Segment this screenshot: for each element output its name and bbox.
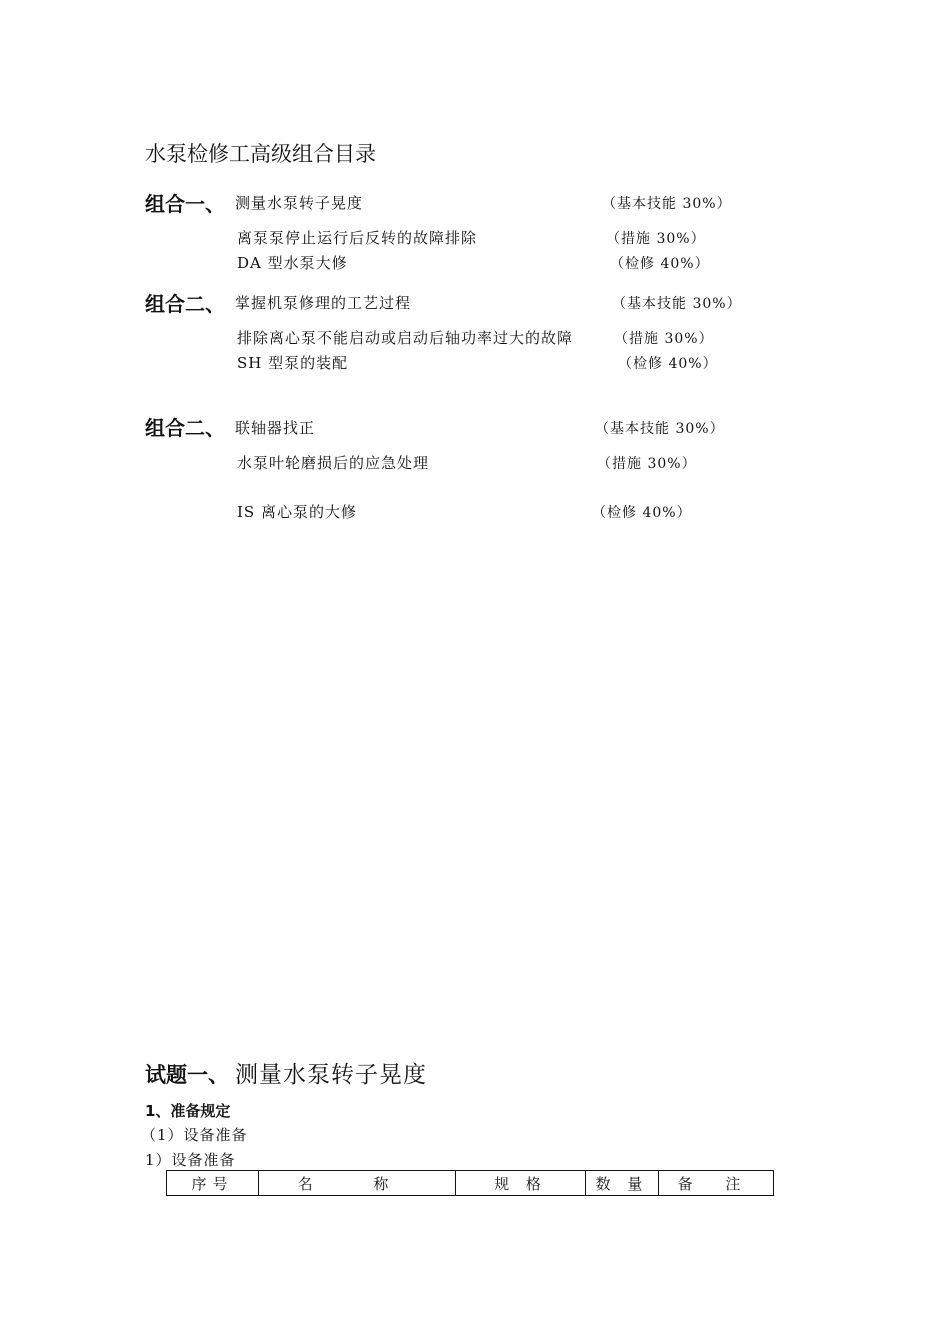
group-1-item-1: 离泵泵停止运行后反转的故障排除 [237, 229, 478, 247]
group-2-weight: （基本技能 30%） [612, 296, 742, 312]
group-3-item-1-weight: （措施 30%） [597, 456, 697, 472]
group-1-item-2-weight: （检修 40%） [610, 256, 710, 272]
sub-subsection-heading: 1）设备准备 [145, 1151, 236, 1169]
group-2-item-1-weight: （措施 30%） [614, 331, 714, 347]
group-3-title: 联轴器找正 [235, 419, 316, 437]
group-3-label: 组合二、 [145, 416, 225, 440]
equipment-table [166, 1170, 774, 1196]
group-2-item-1: 排除离心泵不能启动或启动后轴功率过大的故障 [237, 329, 574, 347]
col-header-spec: 规 格 [456, 1171, 586, 1196]
section-heading: 1、准备规定 [145, 1102, 231, 1120]
group-1-item-2: DA 型水泵大修 [237, 254, 348, 272]
group-2-label: 组合二、 [145, 292, 225, 316]
group-3-item-2-weight: （检修 40%） [592, 505, 692, 521]
group-1-item-1-weight: （措施 30%） [606, 231, 706, 247]
document-title: 水泵检修工高级组合目录 [145, 142, 376, 166]
table-header-row [167, 1171, 774, 1196]
col-header-quantity: 数 量 [586, 1171, 659, 1196]
group-1-title: 测量水泵转子晃度 [235, 194, 364, 212]
group-2-title: 掌握机泵修理的工艺过程 [235, 294, 412, 312]
subsection-heading: （1）设备准备 [141, 1126, 248, 1144]
exam-label: 试题一、 [145, 1063, 229, 1087]
exam-title: 测量水泵转子晃度 [235, 1062, 427, 1088]
col-header-remarks: 备 注 [659, 1171, 774, 1196]
col-header-name: 名 称 [259, 1171, 456, 1196]
group-2-item-2: SH 型泵的装配 [237, 354, 349, 372]
group-1-label: 组合一、 [145, 192, 225, 216]
group-3-item-1: 水泵叶轮磨损后的应急处理 [237, 454, 430, 472]
group-3-weight: （基本技能 30%） [595, 421, 725, 437]
group-1-weight: （基本技能 30%） [602, 196, 732, 212]
group-3-item-2: IS 离心泵的大修 [237, 503, 357, 521]
col-header-index: 序号 [167, 1171, 259, 1196]
group-2-item-2-weight: （检修 40%） [618, 356, 718, 372]
